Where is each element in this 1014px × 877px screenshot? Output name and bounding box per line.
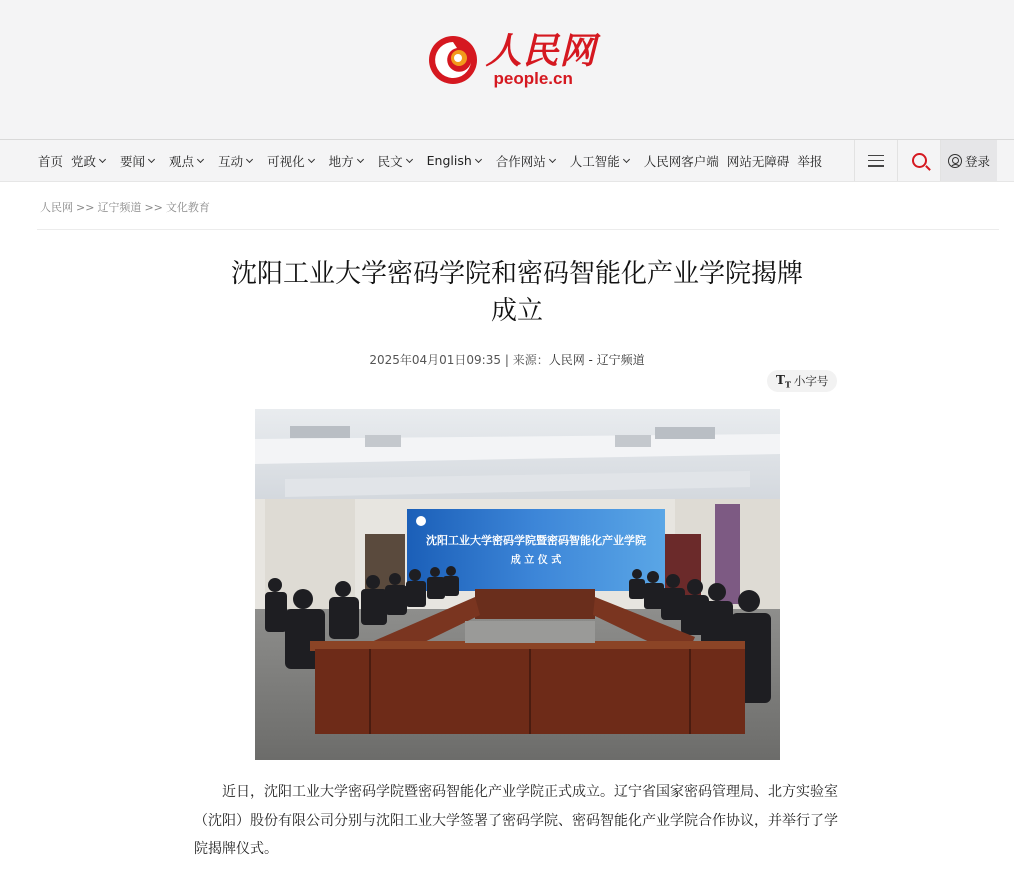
- breadcrumb-separator: >>: [144, 201, 163, 214]
- nav-item-0[interactable]: [38, 140, 63, 182]
- article-meta: [0, 351, 1014, 368]
- logo-domain: people.cn: [493, 68, 573, 88]
- nav-item-label: English: [426, 153, 472, 168]
- font-size-icon: $T_T$: [776, 372, 791, 390]
- nav-list: [0, 140, 830, 182]
- nav-item-label: 人工智能: [569, 153, 620, 169]
- main-nav: [0, 140, 1014, 182]
- nav-item-2[interactable]: [120, 140, 154, 182]
- nav-item-label: 地方: [328, 153, 354, 169]
- menu-button[interactable]: [854, 140, 897, 181]
- hamburger-icon: [868, 155, 884, 167]
- chevron-down-icon: [475, 155, 482, 162]
- breadcrumb-link-home[interactable]: 人民网: [40, 201, 73, 214]
- site-logo[interactable]: [427, 29, 597, 88]
- chevron-down-icon: [308, 155, 315, 162]
- article-title: [170, 256, 864, 330]
- nav-item-label: 民文: [377, 153, 403, 169]
- login-button[interactable]: [940, 140, 997, 181]
- nav-item-12[interactable]: [727, 140, 790, 182]
- nav-item-3[interactable]: [169, 140, 203, 182]
- photo-banner-title: 沈阳工业大学密码学院暨密码智能化产业学院: [426, 534, 646, 547]
- chevron-down-icon: [197, 155, 204, 162]
- nav-item-9[interactable]: [496, 140, 555, 182]
- nav-item-label: 合作网站: [495, 153, 546, 169]
- login-label: 登录: [964, 153, 990, 169]
- nav-item-6[interactable]: [329, 140, 363, 182]
- article-datetime: 2025年04月01日09:35: [369, 353, 501, 367]
- chevron-down-icon: [549, 155, 556, 162]
- chevron-down-icon: [246, 155, 253, 162]
- user-icon: [948, 154, 962, 168]
- logo-swirl-icon: [427, 34, 479, 86]
- photo-banner-subtitle: 成 立 仪 式: [510, 555, 562, 566]
- nav-item-1[interactable]: [71, 140, 105, 182]
- header-divider: [37, 229, 999, 230]
- article-source: [513, 353, 645, 367]
- font-size-toggle[interactable]: [767, 370, 837, 392]
- chevron-down-icon: [148, 155, 155, 162]
- nav-item-label: 网站无障碍: [726, 153, 790, 169]
- chevron-down-icon: [99, 155, 106, 162]
- nav-item-8[interactable]: [427, 140, 481, 182]
- chevron-down-icon: [406, 155, 413, 162]
- breadcrumb-link-section[interactable]: 文化教育: [165, 201, 210, 214]
- font-size-label: 小字号: [793, 374, 829, 388]
- article-photo: [255, 409, 780, 760]
- source-label: 来源：: [512, 353, 549, 367]
- search-icon: [912, 153, 927, 168]
- site-header: [0, 0, 1014, 140]
- breadcrumb-separator: >>: [76, 201, 95, 214]
- breadcrumb: [40, 199, 210, 215]
- nav-item-label: 首页: [38, 153, 64, 169]
- chevron-down-icon: [623, 155, 630, 162]
- nav-item-label: 可视化: [267, 153, 305, 169]
- nav-item-label: 互动: [218, 153, 244, 169]
- nav-item-label: 要闻: [120, 153, 146, 169]
- meeting-room-photo: [255, 409, 780, 760]
- nav-item-5[interactable]: [267, 140, 314, 182]
- source-link[interactable]: 人民网 - 辽宁频道: [548, 353, 645, 367]
- article-title-line2: 成立: [490, 296, 543, 326]
- logo-name: 人民网: [485, 29, 597, 72]
- nav-item-label: 人民网客户端: [643, 153, 719, 169]
- chevron-down-icon: [357, 155, 364, 162]
- nav-item-13[interactable]: [797, 140, 822, 182]
- nav-item-label: 观点: [169, 153, 195, 169]
- breadcrumb-link-channel[interactable]: 辽宁频道: [97, 201, 142, 214]
- meta-separator: |: [504, 353, 513, 367]
- nav-item-7[interactable]: [378, 140, 412, 182]
- nav-item-10[interactable]: [570, 140, 629, 182]
- nav-item-label: 党政: [71, 153, 97, 169]
- nav-item-11[interactable]: [644, 140, 719, 182]
- nav-item-label: 举报: [797, 153, 823, 169]
- article-paragraph: 近日，沈阳工业大学密码学院暨密码智能化产业学院正式成立。辽宁省国家密码管理局、北方实验室（沈阳）股份有限公司分别与沈阳工业大学签署了密码学院、密码智能化产业学院合作协议，并举行了学院揭牌仪式。: [194, 784, 838, 857]
- article-title-line1: 沈阳工业大学密码学院和密码智能化产业学院揭牌: [230, 259, 803, 289]
- nav-tools: [854, 140, 997, 181]
- nav-item-4[interactable]: [218, 140, 252, 182]
- search-button[interactable]: [897, 140, 940, 181]
